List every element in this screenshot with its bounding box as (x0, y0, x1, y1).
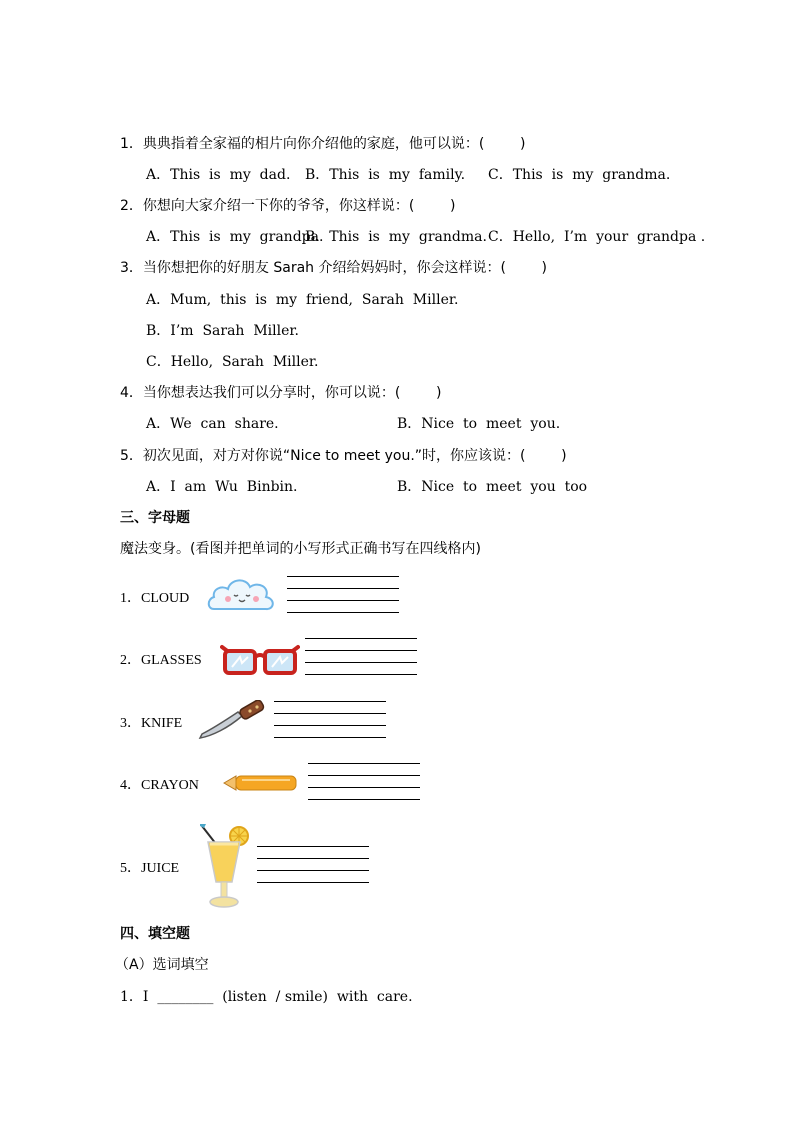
q3-option-a: A．Mum, this is my friend, Sarah Miller. (146, 292, 459, 308)
section-3-heading: 三、字母题 (120, 510, 190, 526)
question-2: 2．你想向大家介绍一下你的爷爷，你这样说：( ) (120, 198, 456, 214)
q2-option-c: C．Hello, I’m your grandpa . (488, 229, 706, 245)
q2-option-b: B．This is my grandma. (305, 229, 487, 245)
section-4-heading: 四、填空题 (120, 926, 190, 942)
q4-option-a: A．We can share. (146, 416, 279, 432)
item-crayon-label: 4．CRAYON (120, 778, 199, 793)
question-3: 3．当你想把你的好朋友 Sarah 介绍给妈妈时，你会这样说：( ) (120, 260, 548, 276)
knife-icon (198, 700, 268, 740)
fill-in-question-1[interactable]: 1．I ________ (listen / smile) with care. (120, 989, 413, 1005)
q1-option-a: A．This is my dad. (146, 167, 291, 183)
q3-option-b: B．I’m Sarah Miller. (146, 323, 299, 339)
glasses-icon (220, 639, 300, 679)
writing-lines-crayon[interactable] (308, 763, 420, 799)
cloud-icon (206, 575, 278, 615)
writing-lines-glasses[interactable] (305, 638, 417, 674)
writing-lines-cloud[interactable] (287, 576, 399, 612)
q1-option-b: B．This is my family. (305, 167, 466, 183)
q3-option-c: C．Hello, Sarah Miller. (146, 354, 319, 370)
question-4: 4．当你想表达我们可以分享时，你可以说：( ) (120, 385, 442, 401)
crayon-icon (222, 772, 300, 794)
q1-option-c: C．This is my grandma. (488, 167, 671, 183)
section-3-instruction: 魔法变身。(看图并把单词的小写形式正确书写在四线格内) (120, 541, 481, 557)
item-juice-label: 5．JUICE (120, 861, 180, 876)
q4-option-b: B．Nice to meet you. (397, 416, 561, 432)
q2-option-a: A．This is my grandpa. (146, 229, 324, 245)
q5-option-b: B．Nice to meet you too (397, 479, 588, 495)
section-4-subheading: （A）选词填空 (115, 957, 209, 973)
item-knife-label: 3．KNIFE (120, 716, 183, 731)
item-cloud-label: 1．CLOUD (120, 591, 190, 606)
juice-icon (196, 822, 252, 910)
writing-lines-knife[interactable] (274, 701, 386, 737)
writing-lines-juice[interactable] (257, 846, 369, 882)
q5-option-a: A．I am Wu Binbin. (146, 479, 298, 495)
item-glasses-label: 2．GLASSES (120, 653, 202, 668)
question-1: 1．典典指着全家福的相片向你介绍他的家庭，他可以说：( ) (120, 136, 526, 152)
question-5: 5．初次见面，对方对你说“Nice to meet you.”时，你应该说：( ) (120, 448, 567, 464)
